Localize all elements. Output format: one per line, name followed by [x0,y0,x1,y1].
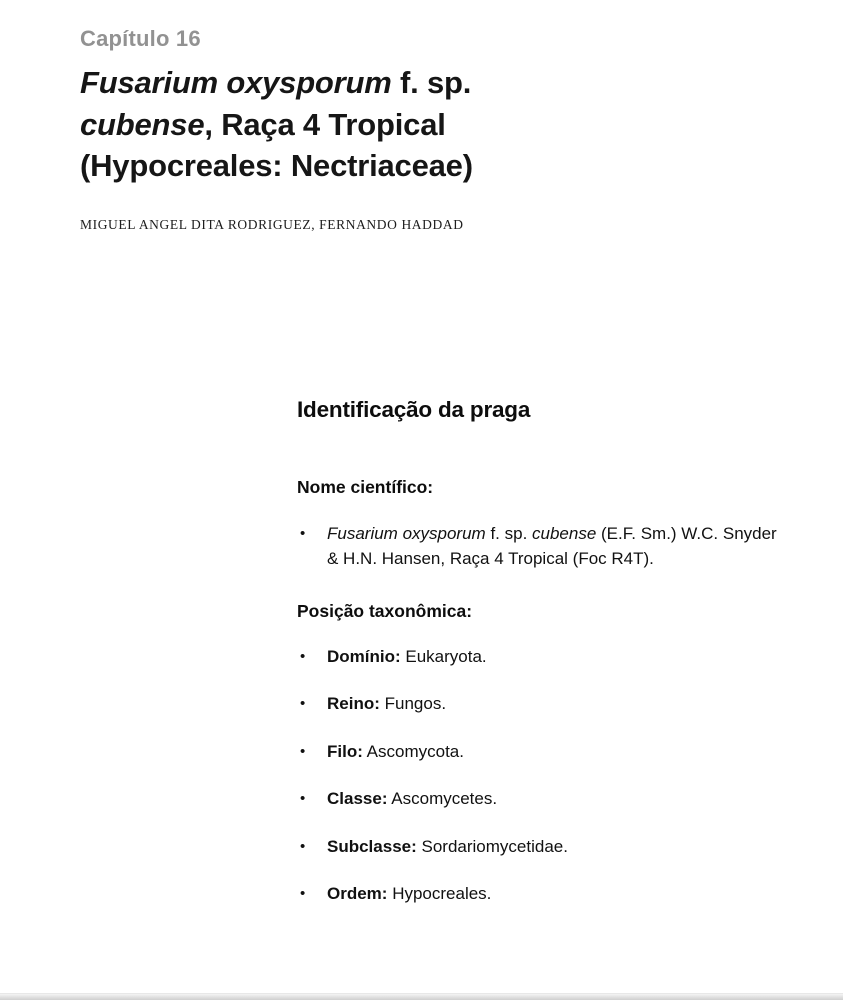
taxonomy-entry [327,786,785,812]
bullet-icon: • [300,524,306,542]
title-subspecies-segment: cubense [80,106,205,142]
scientific-name-text [327,521,785,572]
list-item [297,786,785,812]
taxonomy-label: Classe: [327,789,388,809]
scientific-name-list [297,521,785,572]
title-segment: f. sp. [391,65,472,100]
taxonomy-value: Fungos. [379,694,447,714]
taxonomy-label: Subclasse: [327,836,417,856]
subspecies-segment: cubense [532,523,597,543]
list-item [297,521,785,572]
page-bottom-edge [0,993,843,1000]
taxonomy-value: Sordariomycetidae. [416,836,568,856]
subheading-taxonomy: Posição taxonômica: [297,600,473,621]
taxonomy-value: Eukaryota. [400,646,487,666]
bullet-icon: • [300,837,306,855]
taxonomy-list [297,644,785,907]
bullet-icon: • [300,742,306,760]
taxonomy-entry [327,881,785,907]
list-item [297,834,785,860]
list-item [297,881,785,907]
text-segment: f. sp. [485,523,533,543]
bullet-icon: • [300,885,306,903]
taxonomy-entry [327,691,785,717]
text-segment: (E.F. Sm.) W.C. Snyder & H.N. Hansen, Raça 4 Tropical (Foc R4T). [327,523,777,569]
taxonomy-label: Ordem: [327,884,388,904]
taxonomy-label: Reino: [327,694,380,714]
bullet-icon: • [300,790,306,808]
bullet-icon: • [300,647,306,665]
chapter-title [80,62,560,187]
taxonomy-entry [327,644,785,670]
list-item [297,739,785,765]
taxonomy-label: Filo: [327,741,363,761]
authors: MIGUEL ANGEL DITA RODRIGUEZ, FERNANDO HADDAD [80,216,464,232]
taxonomy-entry [327,739,785,765]
title-segment: , Raça 4 Tropical (Hypocreales: Nectriaceae) [80,106,473,184]
taxonomy-label: Domínio: [327,646,401,666]
taxonomy-value: Hypocreales. [387,884,492,904]
content-column [297,393,785,907]
title-species-segment: Fusarium oxysporum [80,65,392,100]
bullet-icon: • [300,695,306,713]
subheading-scientific-name: Nome científico: [297,477,434,498]
list-item [297,691,785,717]
species-segment: Fusarium oxysporum [327,523,486,543]
chapter-header [80,26,785,233]
taxonomy-entry [327,834,785,860]
list-item [297,644,785,670]
section-title: Identificação da praga [297,396,531,422]
chapter-label: Capítulo 16 [80,26,201,51]
taxonomy-value: Ascomycota. [362,741,464,761]
taxonomy-value: Ascomycetes. [387,789,498,809]
